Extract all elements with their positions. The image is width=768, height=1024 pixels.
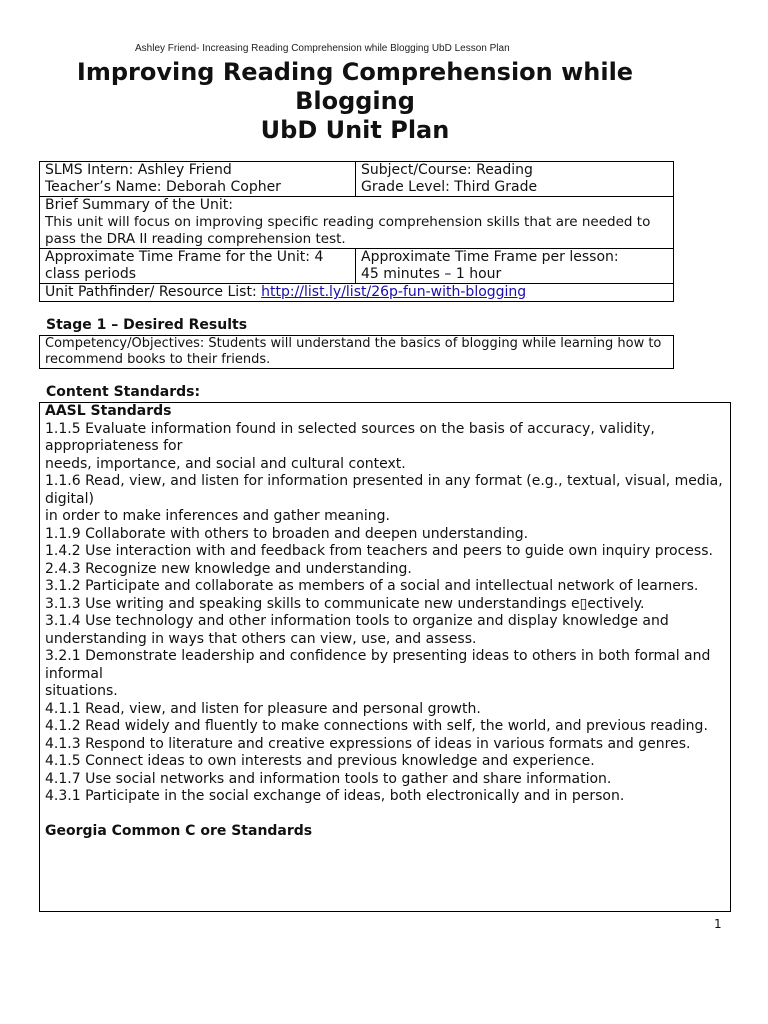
summary-cell: [40, 197, 674, 249]
standard-line: 2.4.3 Recognize new knowledge and understanding.: [45, 560, 412, 577]
standard-line: 1.1.9 Collaborate with others to broaden and deepen understanding.: [45, 525, 529, 542]
running-head: [0, 43, 768, 54]
standard-line: 1.1.6 Read, view, and listen for information presented in any format (e.g., textual, visual, media, digital): [45, 473, 723, 507]
unit-info-table: [39, 161, 674, 302]
time-frame-lesson-label: Approximate Time Frame per lesson:: [361, 249, 619, 265]
teacher-name: Teacher’s Name: Deborah Copher: [45, 179, 281, 195]
grade-level: Grade Level: Third Grade: [361, 179, 538, 195]
aasl-standards-heading: AASL Standards: [45, 403, 172, 419]
running-head-text: Ashley Friend- Increasing Reading Comprehension while Blogging UbD Lesson Plan: [135, 43, 510, 54]
standard-line: situations.: [45, 683, 118, 699]
summary-label: Brief Summary of the Unit:: [45, 197, 233, 213]
document-title: [0, 58, 710, 145]
info-row-time: [40, 249, 674, 284]
standard-line: 4.1.2 Read widely and fluently to make connections with self, the world, and previous reading.: [45, 718, 708, 734]
time-lesson-cell: [356, 249, 674, 284]
intern-name: SLMS Intern: Ashley Friend: [45, 162, 232, 178]
standards-box: [39, 402, 731, 912]
title-line-2: Blogging: [295, 87, 415, 115]
standard-line: 3.1.2 Participate and collaborate as members of a social and intellectual network of learners.: [45, 578, 699, 594]
georgia-standards-heading: Georgia Common C ore Standards: [45, 823, 313, 839]
standard-line: 4.1.3 Respond to literature and creative expressions of ideas in various formats and genres.: [45, 735, 691, 752]
content-standards-label: Content Standards:: [46, 384, 201, 400]
info-row-people: [40, 162, 674, 197]
standard-line: 3.1.4 Use technology and other information tools to organize and display knowledge and understanding in ways that others can view, use, and assess.: [45, 613, 669, 647]
standard-line: 4.1.1 Read, view, and listen for pleasure and personal growth.: [45, 700, 481, 717]
subject-grade-cell: [356, 162, 674, 197]
pathfinder-link[interactable]: http://list.ly/list/26p-fun-with-blogging: [261, 284, 527, 300]
standard-line: 3.2.1 Demonstrate leadership and confidence by presenting ideas to others in both formal and informal: [45, 648, 711, 682]
standard-line: in order to make inferences and gather meaning.: [45, 508, 390, 524]
stage-1-heading: Stage 1 – Desired Results: [46, 317, 248, 333]
time-frame-unit: Approximate Time Frame for the Unit: 4 class periods: [45, 249, 324, 282]
info-row-pathfinder: [40, 284, 674, 302]
page-number: 1: [714, 917, 722, 931]
summary-text: This unit will focus on improving specific reading comprehension skills that are needed to pass the DRA II reading comprehension test.: [45, 214, 651, 247]
standard-line: 1.4.2 Use interaction with and feedback from teachers and peers to guide own inquiry process.: [45, 543, 713, 559]
time-frame-lesson-value: 45 minutes – 1 hour: [361, 266, 502, 282]
title-line-1: Improving Reading Comprehension while: [76, 58, 634, 86]
pathfinder-label: Unit Pathfinder/ Resource List:: [45, 284, 262, 300]
competency-objectives: Competency/Objectives: Students will understand the basics of blogging while learning how to recommend books to their friends.: [39, 335, 674, 369]
standard-line: 3.1.3 Use writing and speaking skills to communicate new understandings e▯ectively.: [45, 595, 645, 612]
spacer: [45, 806, 725, 824]
pathfinder-cell: [40, 284, 674, 302]
standard-line: 4.1.7 Use social networks and information tools to gather and share information.: [45, 770, 612, 787]
subject-course: Subject/Course: Reading: [361, 162, 533, 178]
aasl-standards-list: [45, 421, 725, 806]
standard-line: 1.1.5 Evaluate information found in selected sources on the basis of accuracy, validity, appropriateness for: [45, 420, 655, 454]
title-line-3: UbD Unit Plan: [260, 116, 450, 144]
standard-line: needs, importance, and social and cultural context.: [45, 455, 406, 472]
intern-teacher-cell: [40, 162, 356, 197]
info-row-summary: [40, 197, 674, 249]
standard-line: 4.1.5 Connect ideas to own interests and previous knowledge and experience.: [45, 753, 595, 769]
time-unit-cell: [40, 249, 356, 284]
standard-line: 4.3.1 Participate in the social exchange of ideas, both electronically and in person.: [45, 788, 625, 804]
